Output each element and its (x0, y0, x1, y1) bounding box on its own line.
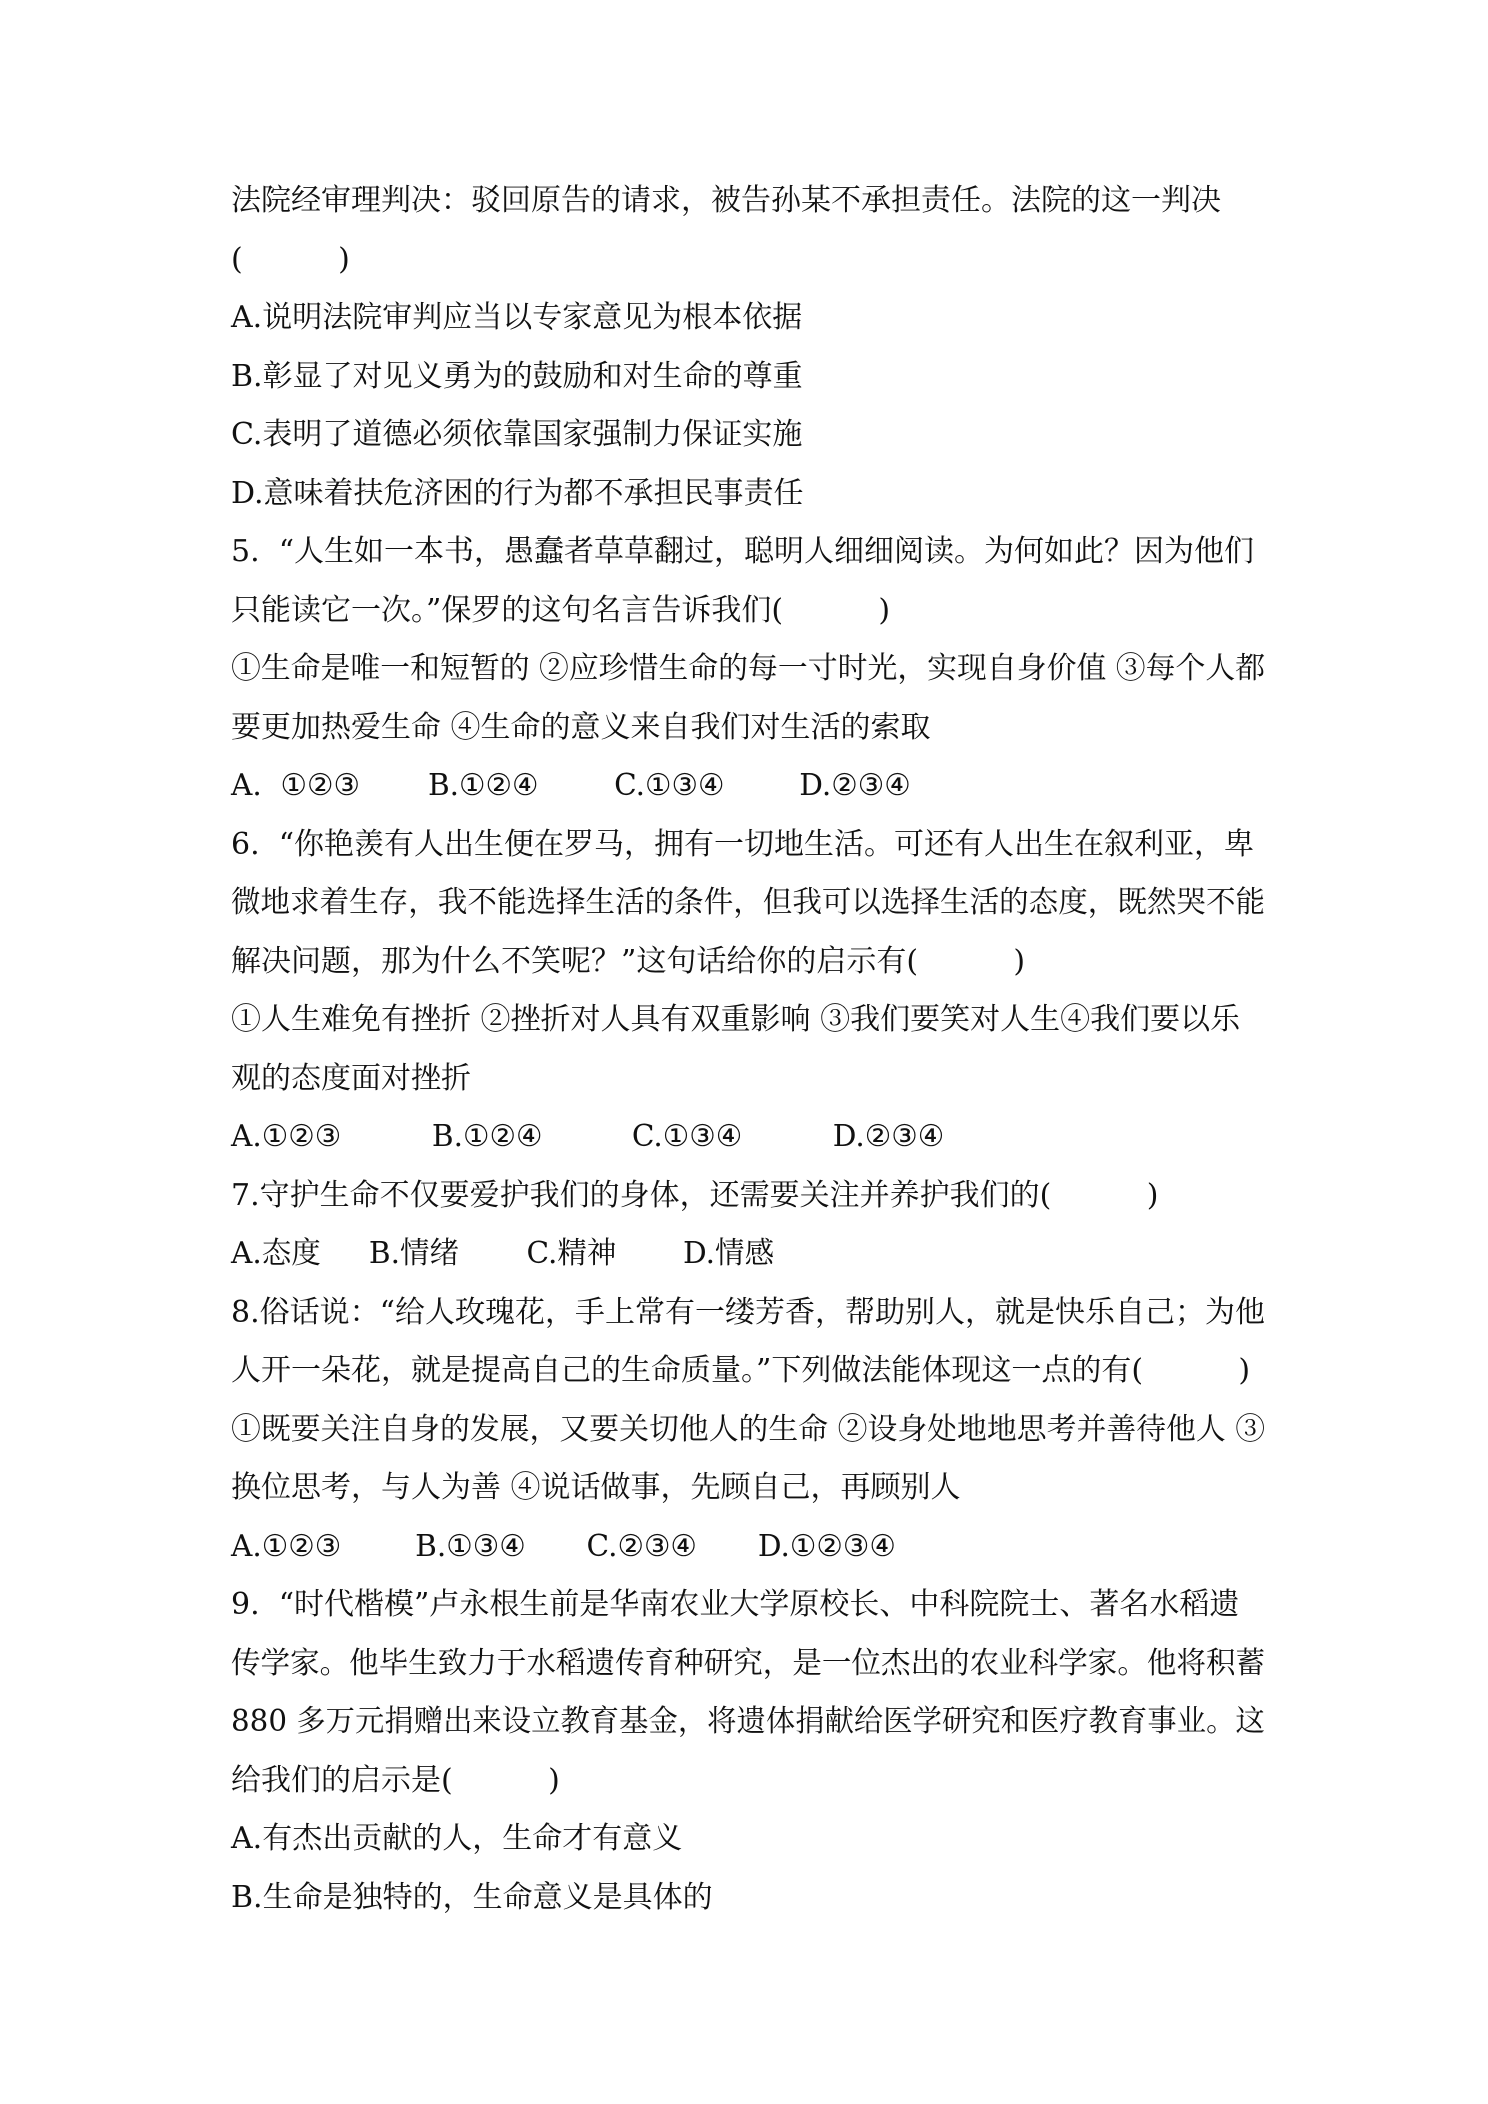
q9-option-a: A.有杰出贡献的人，生命才有意义 (231, 1821, 683, 1856)
q8-items-line-1: ①既要关注自身的发展，又要关切他人的生命 ②设身处地地思考并善待他人 ③ (231, 1412, 1266, 1447)
q7-choice-a: A.态度 (231, 1236, 321, 1271)
q7-choice-c: C.精神 (526, 1236, 617, 1271)
q4-stem-line-1: 法院经审理判决：驳回原告的请求，被告孙某不承担责任。法院的这一判决 (231, 183, 1221, 218)
q4-option-c: C.表明了道德必须依靠国家强制力保证实施 (231, 417, 803, 452)
q6-choices-row (231, 1117, 1265, 1157)
q6-choice-a: A.①②③ (231, 1119, 342, 1154)
q8-choice-c: C.②③④ (586, 1529, 697, 1564)
q8-choice-b: B.①③④ (415, 1529, 526, 1564)
q9-stem-line-1: 9. “时代楷模”卢永根生前是华南农业大学原校长、中科院院士、著名水稻遗 (231, 1587, 1240, 1622)
q4-option-b: B.彰显了对见义勇为的鼓励和对生命的尊重 (231, 359, 803, 394)
q5-choice-b: B.①②④ (427, 768, 539, 803)
q4-option-d: D.意味着扶危济困的行为都不承担民事责任 (231, 476, 804, 511)
q6-stem-line-3: 解决问题，那为什么不笑呢？”这句话给你的启示有( ) (231, 944, 1026, 979)
q9-stem-line-2: 传学家。他毕生致力于水稻遗传育种研究，是一位杰出的农业科学家。他将积蓄 (231, 1646, 1266, 1681)
q5-stem-line-2: 只能读它一次。”保罗的这句名言告诉我们( ) (231, 593, 891, 628)
q9-option-b: B.生命是独特的，生命意义是具体的 (231, 1880, 713, 1915)
q5-choice-d: D.②③④ (799, 768, 911, 803)
q8-items-line-2: 换位思考，与人为善 ④说话做事，先顾自己，再顾别人 (231, 1470, 961, 1505)
q9-stem-line-3: 880 多万元捐赠出来设立教育基金，将遗体捐献给医学研究和医疗教育事业。这 (231, 1704, 1265, 1739)
q7-choice-d: D.情感 (683, 1236, 775, 1271)
q5-stem-line-1: 5. “人生如一本书，愚蠢者草草翻过，聪明人细细阅读。为何如此？因为他们 (231, 534, 1255, 569)
q6-items-line-1: ①人生难免有挫折 ②挫折对人具有双重影响 ③我们要笑对人生④我们要以乐 (231, 1002, 1241, 1037)
q4-stem-line-2: ( ) (231, 242, 350, 277)
q8-choices-row (231, 1527, 1265, 1567)
q6-items-line-2: 观的态度面对挫折 (231, 1061, 471, 1096)
q8-stem-line-1: 8.俗话说：“给人玫瑰花，手上常有一缕芳香，帮助别人，就是快乐自己；为他 (231, 1295, 1265, 1330)
q5-choice-a: A. ①②③ (231, 768, 360, 803)
q7-choice-b: B.情绪 (368, 1236, 460, 1271)
q7-stem-line-1: 7.守护生命不仅要爱护我们的身体，还需要关注并养护我们的( ) (231, 1178, 1159, 1213)
q6-stem-line-1: 6. “你艳羡有人出生便在罗马，拥有一切地生活。可还有人出生在叙利亚，卑 (231, 827, 1255, 862)
q5-items-line-1: ①生命是唯一和短暂的 ②应珍惜生命的每一寸时光，实现自身价值 ③每个人都 (231, 651, 1266, 686)
q8-choice-a: A.①②③ (231, 1529, 342, 1564)
q6-choice-c: C.①③④ (631, 1119, 743, 1154)
q9-stem-line-4: 给我们的启示是( ) (231, 1763, 560, 1798)
q5-choice-c: C.①③④ (614, 768, 725, 803)
q8-choice-d: D.①②③④ (757, 1529, 896, 1564)
q5-items-line-2: 要更加热爱生命 ④生命的意义来自我们对生活的索取 (231, 710, 931, 745)
q5-choices-row (231, 766, 1265, 806)
q7-choices-row (231, 1234, 1265, 1274)
q6-stem-line-2: 微地求着生存，我不能选择生活的条件，但我可以选择生活的态度，既然哭不能 (231, 885, 1266, 920)
q6-choice-d: D.②③④ (832, 1119, 945, 1154)
q4-option-a: A.说明法院审判应当以专家意见为根本依据 (231, 300, 803, 335)
q8-stem-line-2: 人开一朵花，就是提高自己的生命质量。”下列做法能体现这一点的有( ) (231, 1353, 1251, 1388)
q6-choice-b: B.①②④ (431, 1119, 543, 1154)
